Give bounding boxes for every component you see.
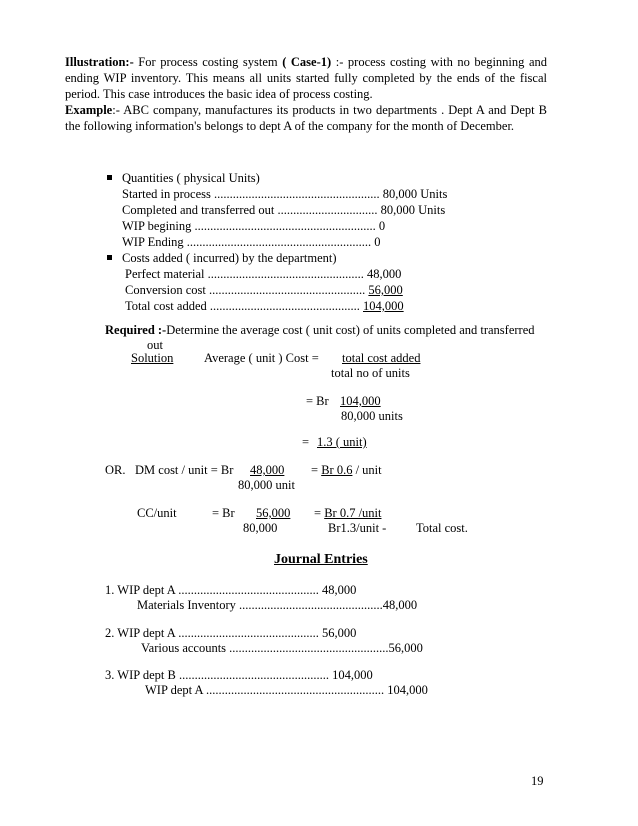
- total-cost-line: [125, 298, 404, 314]
- required-line: [105, 322, 535, 338]
- required-text: Determine the average cost ( unit cost) of units completed and transferred: [166, 323, 535, 337]
- eq2-value: 1.3 ( unit): [317, 435, 367, 449]
- total-cost-value: 104,000: [363, 299, 404, 313]
- conversion-label: Conversion cost ..................................................: [125, 283, 369, 297]
- eq1-denominator: 80,000 units: [341, 409, 403, 423]
- dm-suffix: / unit: [352, 463, 382, 477]
- solution-label: Solution: [131, 351, 174, 365]
- cc-label: CC/unit: [137, 506, 177, 520]
- started-line: Started in process ..................................................... 80,000 Units: [122, 187, 448, 201]
- total-unit-cost: Br1.3/unit -: [328, 521, 387, 535]
- illustration-paragraph: [65, 54, 547, 102]
- example-text: :- ABC company, manufactures its products in two departments . Dept A and Dept B the following information's belongs to dept A of the company for the month of December.: [65, 103, 547, 133]
- bullet-icon: [107, 175, 112, 180]
- bullet-icon: [107, 255, 112, 260]
- costs-heading: Costs added ( incurred) by the department): [122, 251, 337, 265]
- total-cost-label: Total cost.: [416, 521, 468, 535]
- total-cost-label: Total cost added ................................................: [125, 299, 363, 313]
- eq1-prefix: = Br: [306, 394, 329, 408]
- required-cont: out: [147, 338, 163, 352]
- dm-numerator: 48,000: [250, 463, 285, 477]
- cc-numerator: 56,000: [256, 506, 291, 520]
- conversion-line: [125, 282, 403, 298]
- cc-result: Br 0.7 /unit: [324, 506, 382, 520]
- dm-denominator: 80,000 unit: [238, 478, 295, 492]
- conversion-value: 56,000: [368, 283, 403, 297]
- case-label: ( Case-1): [282, 55, 332, 69]
- formula-denominator: total no of units: [331, 366, 410, 380]
- wip-end-line: WIP Ending ........................................................... 0: [122, 235, 381, 249]
- dm-equals: =: [311, 463, 322, 477]
- intro-block: [65, 54, 547, 134]
- journal-entry-2-credit: Various accounts ...................................................56,000: [141, 641, 423, 655]
- eq2-prefix: =: [302, 435, 310, 449]
- eq1-numerator: 104,000: [340, 394, 381, 408]
- journal-entry-2-debit: 2. WIP dept A ............................................. 56,000: [105, 626, 357, 640]
- illustration-text-a: For process costing system: [133, 55, 283, 69]
- illustration-text-b: :- process costing with no beginning and ending WIP inventory. This means all units started fully completed by the ends of the fiscal period. This case introduces the basic idea of process costing.: [65, 55, 548, 101]
- journal-entry-1-debit: 1. WIP dept A ............................................. 48,000: [105, 583, 357, 597]
- completed-line: Completed and transferred out ................................ 80,000 Units: [122, 203, 446, 217]
- cc-res-equals: =: [314, 506, 325, 520]
- journal-title: Journal Entries: [274, 552, 368, 567]
- cc-denominator: 80,000: [243, 521, 278, 535]
- quantities-heading: Quantities ( physical Units): [122, 171, 260, 185]
- cc-equals: = Br: [212, 506, 235, 520]
- cc-result-line: [314, 505, 381, 521]
- example-label: Example: [65, 103, 113, 117]
- required-label: Required :-: [105, 323, 167, 337]
- formula-label: Average ( unit ) Cost =: [204, 351, 319, 365]
- dm-label: DM cost / unit = Br: [135, 463, 234, 477]
- page-number: 19: [531, 774, 544, 788]
- wip-begin-line: WIP begining .......................................................... 0: [122, 219, 386, 233]
- or-label: OR.: [105, 463, 126, 477]
- journal-entry-3-debit: 3. WIP dept B ................................................ 104,000: [105, 668, 373, 682]
- illustration-label: Illustration:-: [65, 55, 134, 69]
- journal-entry-1-credit: Materials Inventory ..............................................48,000: [137, 598, 418, 612]
- formula-numerator: total cost added: [342, 351, 421, 365]
- dm-result-line: [311, 462, 382, 478]
- material-line: Perfect material .................................................. 48,000: [125, 267, 402, 281]
- example-paragraph: [65, 102, 547, 134]
- dm-result: Br 0.6: [321, 463, 353, 477]
- journal-entry-3-credit: WIP dept A ......................................................... 104,000: [145, 683, 428, 697]
